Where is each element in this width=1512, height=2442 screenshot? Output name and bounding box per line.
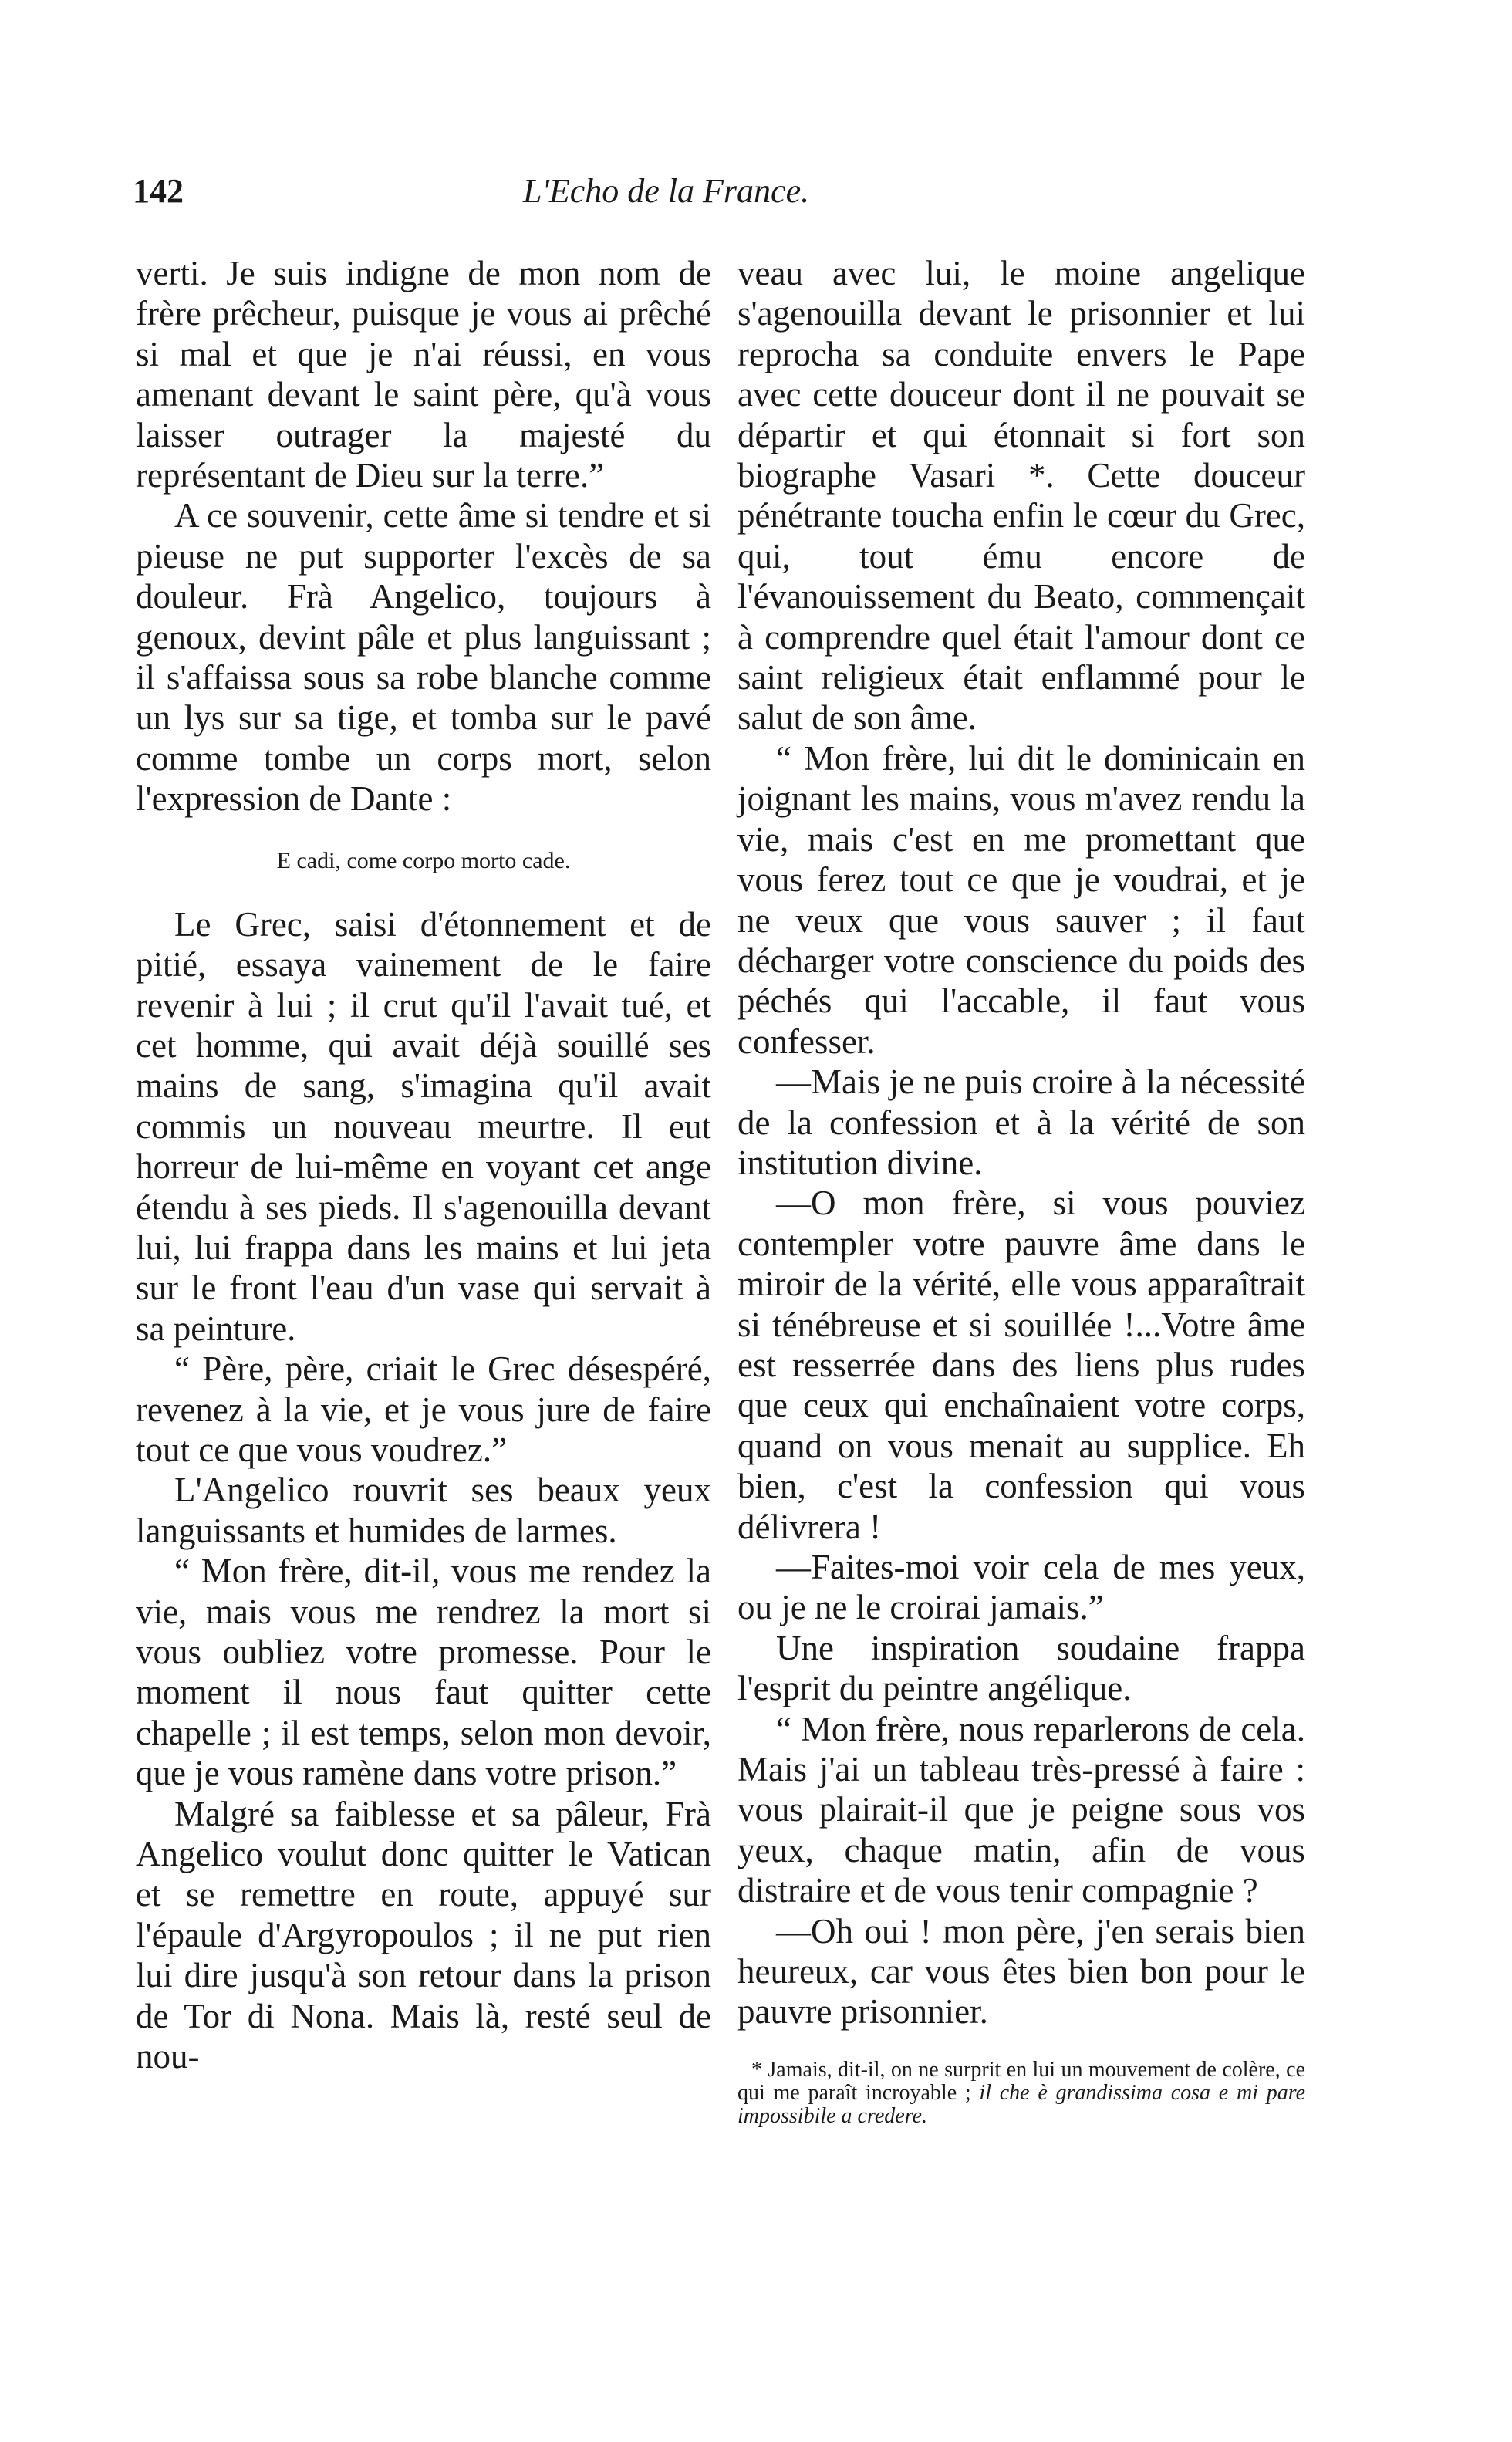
paragraph: “ Mon frère, nous reparlerons de cela. Mais j'ai un tableau très-pressé à faire : vous plairait-il que je peigne sous vos yeux, chaque matin, afin de vous distraire et de vous tenir compagnie ?	[737, 1709, 1305, 1910]
verse-quotation: E cadi, come corpo morto cade.	[276, 847, 571, 873]
page-number: 142	[133, 172, 184, 210]
paragraph: A ce souvenir, cette âme si tendre et si pieuse ne put supporter l'excès de sa douleur. Frà Angelico, toujours à genoux, devint pâle et plus languissant ; il s'affaissa sous sa robe blanche comme un lys sur sa tige, et tomba sur le pavé comme tombe un corps mort, selon l'expression de Dante :	[136, 496, 711, 819]
paragraph: Une inspiration soudaine frappa l'esprit du peintre angélique.	[737, 1628, 1305, 1708]
paragraph: veau avec lui, le moine angelique s'agenouilla devant le prisonnier et lui reprocha sa conduite envers le Pape avec cette douceur dont il ne pouvait se départir et qui étonnait si fort son biographe Vasari *. Cette douceur pénétrante toucha enfin le cœur du Grec, qui, tout ému encore de l'évanouissement du Beato, commençait à comprendre quel était l'amour dont ce saint religieux était enflammé pour le salut de son âme.	[737, 254, 1305, 738]
paragraph: verti. Je suis indigne de mon nom de frère prêcheur, puisque je vous ai prêché si mal et que je n'ai réussi, en vous amenant devant le saint père, qu'à vous laisser outrager la majesté du représentant de Dieu sur la terre.”	[136, 254, 711, 495]
paragraph: “ Père, père, criait le Grec désespéré, revenez à la vie, et je vous jure de faire tout ce que vous voudrez.”	[136, 1349, 711, 1469]
running-title: L'Echo de la France.	[523, 172, 810, 210]
paragraph: —Faites-moi voir cela de mes yeux, ou je ne le croirai jamais.”	[737, 1548, 1305, 1627]
right-column	[737, 253, 1305, 2150]
paragraph: —Oh oui ! mon père, j'en serais bien heureux, car vous êtes bien bon pour le pauvre prisonnier.	[737, 1911, 1305, 2032]
paragraph: Malgré sa faiblesse et sa pâleur, Frà Angelico voulut donc quitter le Vatican et se remettre en route, appuyé sur l'épaule d'Argyropoulos ; il ne put rien lui dire jusqu'à son retour dans la prison de Tor di Nona. Mais là, resté seul de nou-	[136, 1794, 711, 2076]
paragraph: —Mais je ne puis croire à la nécessité de la confession et à la vérité de son institution divine.	[737, 1062, 1305, 1182]
paragraph: L'Angelico rouvrit ses beaux yeux languissants et humides de larmes.	[136, 1471, 711, 1550]
paragraph: “ Mon frère, lui dit le dominicain en joignant les mains, vous m'avez rendu la vie, mais c'est en me promettant que vous ferez tout ce que je voudrai, et je ne veux que vous sauver ; il faut décharger votre conscience du poids des péchés qui l'accable, il faut vous confesser.	[737, 738, 1305, 1061]
paragraph: Le Grec, saisi d'étonnement et de pitié, essaya vainement de le faire revenir à lui ; il crut qu'il l'avait tué, et cet homme, qui avait déjà souillé ses mains de sang, s'imagina qu'il avait commis un nouveau meurtre. Il eut horreur de lui-même en voyant cet ange étendu à ses pieds. Il s'agenouilla devant lui, lui frappa dans les mains et lui jeta sur le front l'eau d'un vase qui servait à sa peinture.	[136, 904, 711, 1348]
left-column	[136, 253, 711, 2076]
footnote	[737, 2059, 1305, 2128]
paragraph: “ Mon frère, dit-il, vous me rendez la vie, mais vous me rendrez la mort si vous oubliez votre promesse. Pour le moment il nous faut quitter cette chapelle ; il est temps, selon mon devoir, que je vous ramène dans votre prison.”	[136, 1552, 711, 1793]
paragraph: —O mon frère, si vous pouviez contempler votre pauvre âme dans le miroir de la vérité, elle vous apparaîtrait si ténébreuse et si souillée !...Votre âme est resserrée dans des liens plus rudes que ceux qui enchaînaient votre corps, quand on vous menait au supplice. Eh bien, c'est la confession qui vous délivrera !	[737, 1184, 1305, 1546]
footnote-text: * Jamais, dit-il, on ne surprit en lui un mouvement de colère, ce qui me paraît incroyable ;	[737, 2057, 1305, 2105]
page-header	[133, 171, 889, 225]
footnote-italic-quote: il che è grandissima cosa e mi pare impossibile a credere.	[737, 2080, 1306, 2128]
